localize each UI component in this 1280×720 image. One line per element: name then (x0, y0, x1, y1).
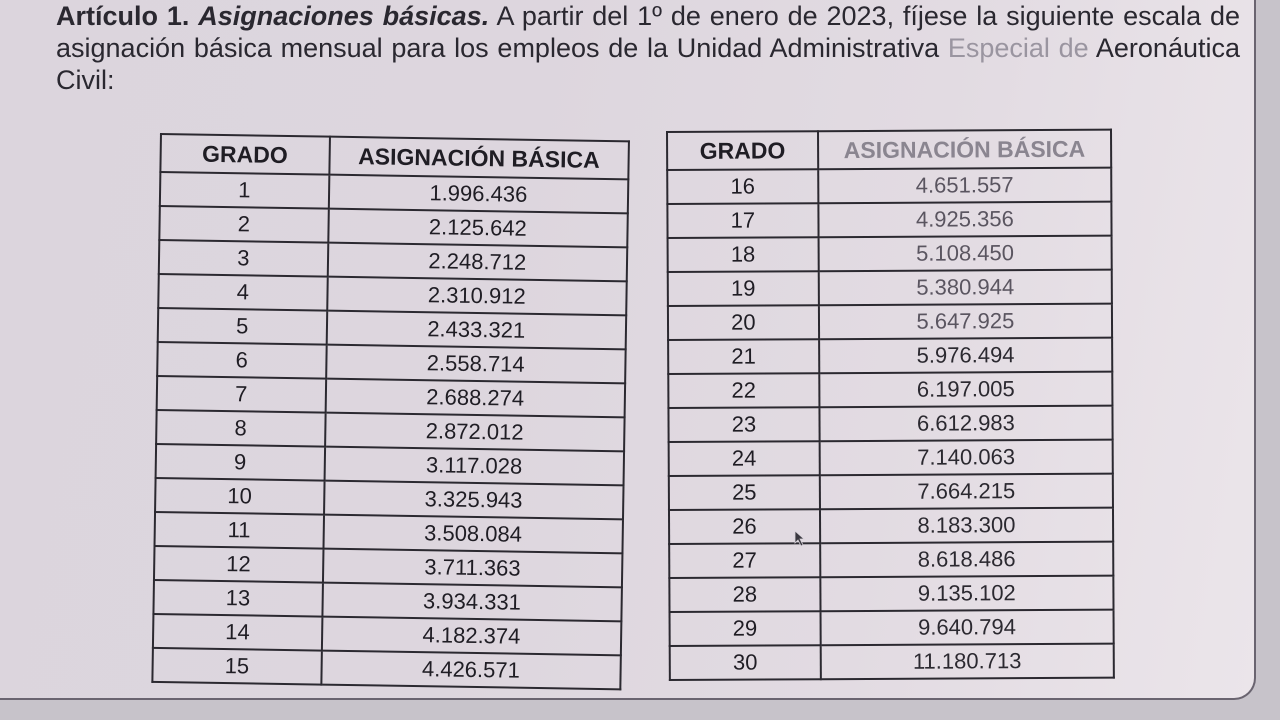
table-row (669, 440, 1113, 476)
table-row (669, 542, 1113, 578)
cell-asignacion: 2.688.274 (325, 379, 625, 418)
cell-grado: 12 (154, 546, 323, 583)
cell-asignacion: 6.197.005 (819, 372, 1112, 408)
cell-grado: 16 (667, 169, 818, 204)
table-row (668, 372, 1112, 408)
table-row (670, 610, 1114, 646)
cell-grado: 27 (669, 543, 820, 578)
cell-asignacion: 7.140.063 (819, 440, 1112, 476)
header-asignacion: ASIGNACIÓN BÁSICA (329, 137, 629, 180)
cell-asignacion: 11.180.713 (820, 644, 1113, 680)
cell-asignacion: 3.711.363 (323, 549, 623, 588)
cell-asignacion: 2.558.714 (326, 345, 626, 384)
cell-grado: 14 (153, 614, 322, 651)
cell-asignacion: 4.182.374 (321, 617, 621, 656)
cell-grado: 15 (152, 648, 321, 685)
cell-asignacion: 2.125.642 (328, 209, 628, 248)
cell-asignacion: 5.976.494 (819, 338, 1112, 374)
cell-grado: 4 (158, 274, 327, 311)
cell-asignacion: 8.618.486 (820, 542, 1113, 578)
cell-grado: 8 (156, 410, 325, 447)
cell-grado: 7 (157, 376, 326, 413)
article-number: Artículo 1. (56, 1, 190, 31)
cell-asignacion: 2.433.321 (326, 311, 626, 350)
table-row (667, 168, 1111, 204)
table-row (667, 202, 1111, 238)
cell-grado: 20 (668, 305, 819, 340)
cell-grado: 26 (669, 509, 820, 544)
cell-grado: 17 (667, 203, 818, 238)
cell-grado: 18 (668, 237, 819, 272)
cell-asignacion: 4.925.356 (818, 202, 1111, 238)
header-grado: GRADO (160, 134, 329, 175)
cell-asignacion: 5.108.450 (818, 236, 1111, 272)
article-text-end: Aeronáutica Civil: (56, 33, 1240, 95)
cell-grado: 28 (669, 577, 820, 612)
table-row (152, 648, 620, 689)
cell-asignacion: 2.872.012 (325, 413, 625, 452)
cell-grado: 25 (669, 475, 820, 510)
cell-asignacion: 3.508.084 (323, 515, 623, 554)
cell-grado: 19 (668, 271, 819, 306)
cell-grado: 22 (668, 373, 819, 408)
table-row (668, 270, 1112, 306)
cell-asignacion: 3.934.331 (322, 583, 622, 622)
cell-asignacion: 3.117.028 (324, 447, 624, 486)
cell-asignacion: 5.380.944 (819, 270, 1112, 306)
cell-asignacion: 1.996.436 (328, 175, 628, 214)
table-row (670, 644, 1114, 680)
cell-grado: 29 (670, 611, 821, 646)
cell-grado: 11 (155, 512, 324, 549)
cell-grado: 10 (155, 478, 324, 515)
cell-grado: 5 (158, 308, 327, 345)
article-heading (56, 0, 1240, 96)
cell-asignacion: 4.651.557 (818, 168, 1111, 204)
cell-grado: 13 (153, 580, 322, 617)
cell-asignacion: 9.640.794 (820, 610, 1113, 646)
salary-table-left (151, 133, 630, 690)
mouse-pointer-icon (794, 530, 808, 548)
article-text: A partir del 1º de enero de 2023, fíjese la siguiente escala de asignación básica mensual para los empleos de la Unidad Administrativa (56, 1, 1240, 63)
cell-asignacion: 4.426.571 (321, 651, 621, 690)
cell-asignacion: 8.183.300 (820, 508, 1113, 544)
cell-grado: 23 (668, 407, 819, 442)
table-header-row (667, 130, 1111, 170)
cell-grado: 3 (159, 240, 328, 277)
cell-asignacion: 7.664.215 (820, 474, 1113, 510)
table-row (668, 236, 1112, 272)
cell-grado: 1 (160, 172, 329, 209)
cell-grado: 30 (670, 645, 821, 680)
article-text-faded: Especial de (939, 33, 1089, 63)
cell-grado: 9 (156, 444, 325, 481)
cell-grado: 2 (159, 206, 328, 243)
cell-asignacion: 2.310.912 (327, 277, 627, 316)
table-row (668, 304, 1112, 340)
cell-asignacion: 6.612.983 (819, 406, 1112, 442)
cell-grado: 24 (669, 441, 820, 476)
header-asignacion: ASIGNACIÓN BÁSICA (818, 130, 1111, 170)
cell-asignacion: 5.647.925 (819, 304, 1112, 340)
table-row (668, 338, 1112, 374)
header-grado: GRADO (667, 131, 818, 170)
table-row (669, 474, 1113, 510)
cell-asignacion: 2.248.712 (327, 243, 627, 282)
cell-asignacion: 3.325.943 (324, 481, 624, 520)
salary-table-right (666, 129, 1115, 681)
cell-asignacion: 9.135.102 (820, 576, 1113, 612)
table-row (669, 576, 1113, 612)
cell-grado: 6 (157, 342, 326, 379)
cell-grado: 21 (668, 339, 819, 374)
article-title: Asignaciones básicas. (198, 1, 490, 31)
table-row (669, 508, 1113, 544)
table-row (668, 406, 1112, 442)
